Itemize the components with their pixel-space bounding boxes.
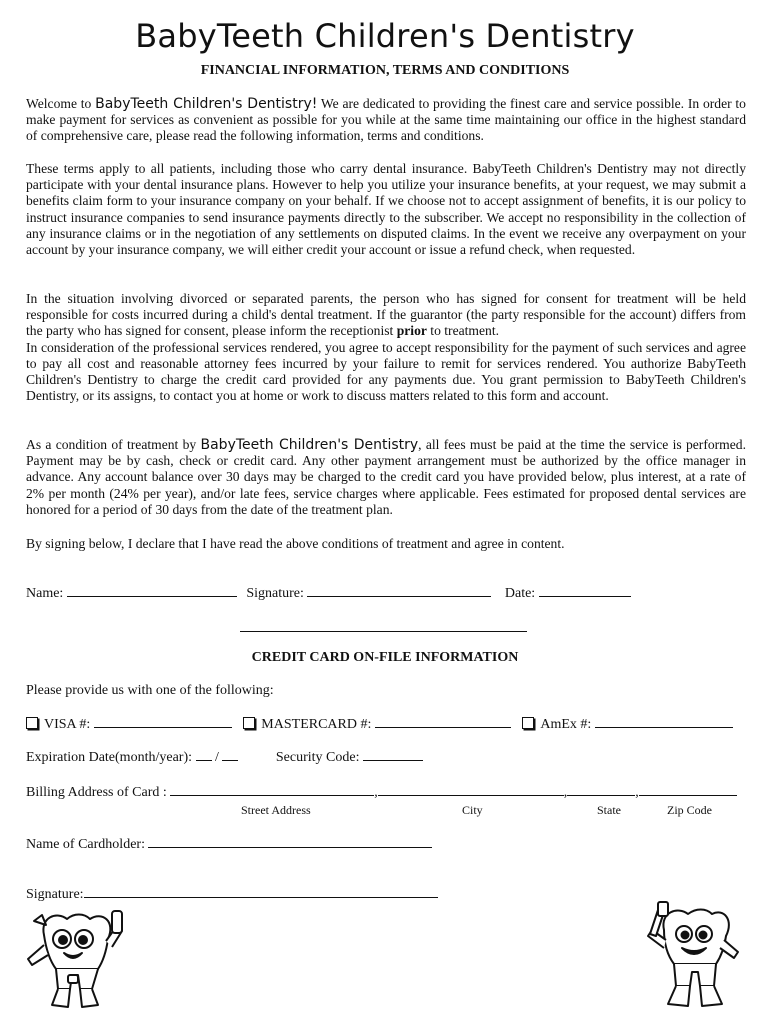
condition-body: , all fees must be paid at the time the service is performed. Payment may be by cash, check or credit card. Any other payment arrangement must be authorized by the office manager in advance. Any account balance over 30 days may be charged to the credit card you have provided below, plus interest, at a rate of 2% per month (24% per year), and/or late fees, service charges where applicable. Fees estimated for proposed dental services are honored for a period of 30 days from the date of the treatment plan. [26, 437, 746, 517]
brand-title: BabyTeeth Children's Dentistry [135, 17, 635, 55]
state-caption: State [597, 803, 621, 817]
credit-card-heading: CREDIT CARD ON-FILE INFORMATION [251, 650, 519, 665]
billing-row: Billing Address of Card : , , , [26, 783, 737, 801]
security-code-field[interactable] [363, 748, 423, 761]
signature-row [26, 584, 631, 602]
divorce-text-2: to treatment. [426, 323, 500, 339]
brand-inline-2: BabyTeeth Children's Dentistry [200, 437, 419, 453]
card-type-row [26, 715, 733, 733]
zip-code-caption: Zip Code [667, 803, 712, 817]
visa-label: VISA #: [44, 717, 91, 732]
amex-label: AmEx #: [540, 717, 592, 732]
card-instruction: Please provide us with one of the following: [26, 683, 274, 698]
mastercard-label: MASTERCARD #: [261, 717, 372, 732]
expiration-separator: / [215, 750, 219, 765]
date-label: Date: [504, 586, 536, 601]
expiration-month-field[interactable] [196, 748, 212, 761]
tooth-mascot-boy-icon [636, 900, 746, 1020]
cardholder-row [26, 835, 432, 853]
divorce-text-1: In the situation involving divorced or separated parents, the person who has signed for consent for treatment will be held responsible for costs incurred during a child's dental treatment. If the guarantor (the party responsible for the account) differs from the party who has signed for consent, please inform the receptionist [26, 291, 746, 339]
street-address-field[interactable] [170, 783, 374, 796]
amex-checkbox[interactable] [522, 717, 534, 729]
city-field[interactable] [378, 783, 564, 796]
signature-field[interactable] [307, 584, 491, 597]
zip-code-field[interactable] [639, 783, 737, 796]
date-field[interactable] [539, 584, 631, 597]
prior-bold: prior [396, 323, 427, 339]
condition-paragraph [26, 437, 746, 518]
section-title: FINANCIAL INFORMATION, TERMS AND CONDITIONS [200, 63, 570, 78]
city-caption: City [462, 803, 483, 817]
mastercard-checkbox[interactable] [243, 717, 255, 729]
name-label: Name: [26, 586, 64, 601]
section-divider [240, 631, 527, 632]
divorce-paragraph [26, 291, 746, 404]
expiration-year-field[interactable] [222, 748, 238, 761]
intro-paragraph [26, 96, 746, 145]
mastercard-number-field[interactable] [375, 715, 511, 728]
name-field[interactable] [67, 584, 237, 597]
consideration-text: In consideration of the professional services rendered, you agree to accept responsibility for the payment of such services and agree to pay all cost and reasonable attorney fees incurred by your failure to remit for services rendered. You authorize BabyTeeth Children's Dentistry to charge the credit card provided for any payments due. You grant permission to BabyTeeth Children's Dentistry, or its assigns, to contact you at home or work to discuss matters related to this form and account. [26, 339, 746, 404]
card-signature-label: Signature: [26, 887, 84, 902]
amex-number-field[interactable] [595, 715, 733, 728]
street-address-caption: Street Address [241, 803, 311, 817]
security-code-label: Security Code: [275, 750, 360, 765]
signature-label: Signature: [246, 586, 304, 601]
card-signature-row [26, 885, 438, 903]
condition-prefix: As a condition of treatment by [26, 437, 201, 452]
state-field[interactable] [567, 783, 635, 796]
declaration-text: By signing below, I declare that I have read the above conditions of treatment and agree in content. [26, 536, 565, 551]
billing-label: Billing Address of Card : [26, 785, 167, 800]
cardholder-name-field[interactable] [148, 835, 432, 848]
visa-number-field[interactable] [94, 715, 232, 728]
expiration-label: Expiration Date(month/year): [26, 750, 192, 765]
intro-body: We are dedicated to providing the finest care and service possible. In order to make payment for services as convenient as possible for you while at the same time maintaining our office in the highest standard of comprehensive care, please read the following information, terms and conditions. [26, 96, 746, 144]
tooth-mascot-girl-icon [22, 905, 132, 1020]
cardholder-label: Name of Cardholder: [26, 837, 145, 852]
brand-inline: BabyTeeth Children's Dentistry! [95, 96, 318, 112]
visa-checkbox[interactable] [26, 717, 38, 729]
insurance-terms-paragraph: These terms apply to all patients, including those who carry dental insurance. BabyTeeth Children's Dentistry may not directly participate with your dental insurance plans. However to help you utilize your insurance benefits, at your request, we may submit a benefits claim form to your insurance company on your behalf. If we choose not to accept assignment of benefits, it is our policy to instruct insurance companies to send insurance payments directly to the subscriber. We accept no responsibility in the collection of any insurance claims or in the negotiation of any settlements on disputed claims. In the event we receive any overpayment on your account by your insurance company, we will either credit your account or issue a refund check, when requested. [26, 161, 746, 258]
card-signature-field[interactable] [84, 885, 438, 898]
expiration-row [26, 748, 423, 766]
welcome-prefix: Welcome to [26, 96, 96, 111]
